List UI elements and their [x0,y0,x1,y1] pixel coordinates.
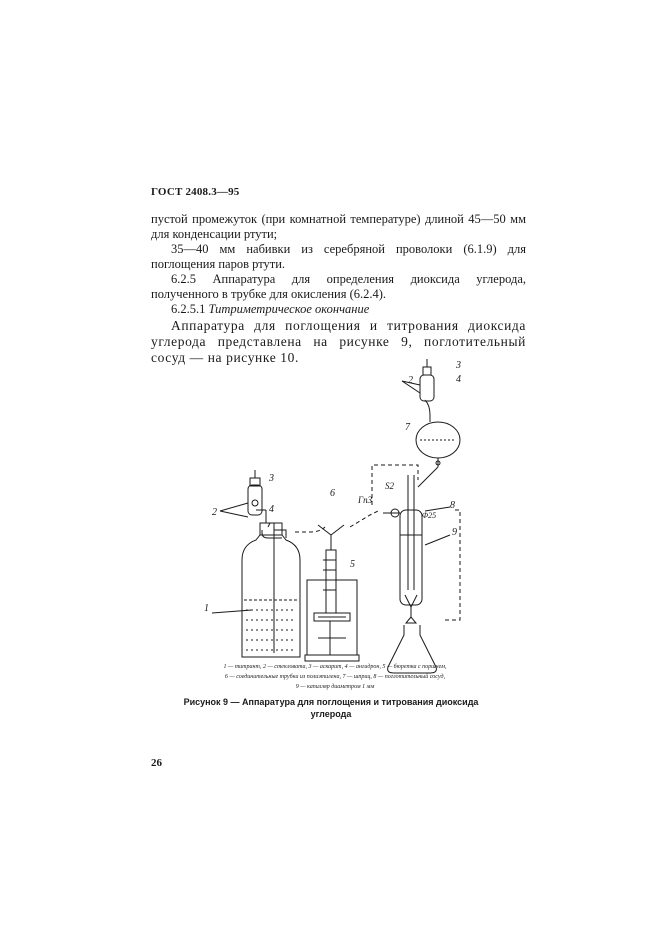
legend-line: 9 — капилляр диаметром 1 мм [295,684,375,690]
apparatus-diagram [190,355,490,685]
label-9: 9 [452,527,457,538]
paragraph-6-2-5-1 [151,302,526,317]
piston-burette [305,525,359,661]
label-4-left: 4 [269,504,274,515]
legend-line: 6 — соединительные трубки из полиэтилена, 7 — шприц, 8 — поглотительный сосуд, [224,674,446,680]
label-2-top: 2 [408,375,413,386]
figure-caption [181,696,481,720]
paragraph-empty-gap: пустой промежуток (при комнатной температуре) длиной 45—50 мм для конденсации ртути; [151,212,526,241]
caption-line: углерода [310,709,352,719]
paragraph-silver-wire: 35—40 мм набивки из серебряной проволоки (6.1.9) для поглощения паров ртути. [151,242,526,271]
label-5: 5 [350,559,355,570]
legend-line: 1 — титрант, 2 — стекловата, 3 — аскарит, 4 — ангидрон, 5 — бюретка с поршнем, [223,664,447,670]
caption-line: Рисунок 9 — Аппаратура для поглощения и титрования диоксида [183,697,479,707]
page-number: 26 [151,757,162,769]
absorption-vessel [383,475,450,623]
figure-legend [165,662,505,692]
label-s2: S2 [385,481,394,491]
polyethylene-tubes [295,465,460,620]
label-2-left: 2 [212,507,217,518]
label-3-top: 3 [456,360,461,371]
label-6: 6 [330,488,335,499]
titrant-bottle [212,510,300,657]
label-8: 8 [450,500,455,511]
label-phi25: Φ25 [422,511,437,520]
paragraph-6-2-5: 6.2.5 Аппаратура для определения диоксида углерода, полученного в трубке для окисления (6.2.4). [151,272,526,301]
label-gp3: Гп3 [358,495,373,505]
paragraph-apparatus-description: Аппаратура для поглощения и титрования диоксида углерода представлена на рисунке 9, поглотительный сосуд — на рисунке 10. [151,318,526,365]
document-header: ГОСТ 2408.3—95 [151,186,240,198]
section-title: Титриметрическое окончание [208,302,370,316]
label-1: 1 [204,603,209,614]
label-4-top: 4 [456,374,461,385]
left-absorber-tube [220,470,286,538]
label-3-left: 3 [269,473,274,484]
section-number: 6.2.5.1 [171,302,206,316]
label-7: 7 [405,422,410,433]
